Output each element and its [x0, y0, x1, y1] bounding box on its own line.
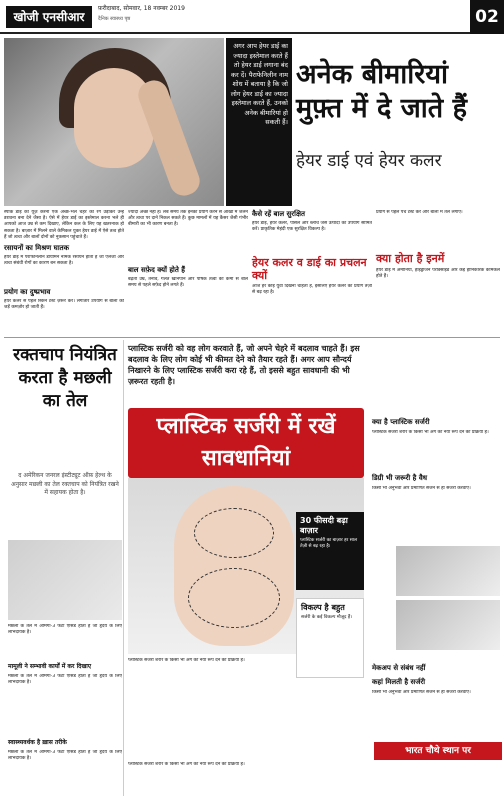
article-sub-heading: कैसे रहें बाल सुरक्षित	[252, 210, 305, 218]
brand-logo: खोजी एनसीआर	[6, 6, 92, 28]
india-fourth-banner: भारत चौथे स्थान पर	[374, 742, 502, 760]
fish-oil-text2: मछली के तेल में ओमेगा-3 फैटी एसिड होता है जो हृदय के लिए लाभदायक है।	[8, 674, 122, 686]
right-text2: किसी भी अनुभवी और प्रमाणित सर्जन से ही सर्जरी करवाएं।	[372, 486, 471, 491]
right-sub-heading: डिग्री भी जरूरी है वैध	[372, 474, 428, 482]
article-col4-text: प्रयोग से पहले पैच टेस्ट करें और बालों में तेल लगाएं।	[376, 210, 463, 215]
fish-oil-text: मछली के तेल में ओमेगा-3 फैटी एसिड होता है जो हृदय के लिए लाभदायक है।	[8, 624, 122, 636]
article-col2-text2: बढ़ती उम्र, तनाव, गलत खानपान और पोषक तत्वों की कमी से बाल समय से पहले सफ़ेद होने लगते हैं।	[128, 277, 248, 289]
fish-oil-text3: मछली के तेल में ओमेगा-3 फैटी एसिड होता है जो हृदय के लिए लाभदायक है।	[8, 750, 122, 762]
photo	[396, 600, 500, 650]
fish-oil-sub1: मामूली ने सम्भावी कार्यों में कर दिखाए	[8, 663, 92, 670]
red-subheading: क्या होता है इनमें	[376, 252, 445, 265]
article-col1-text3: हेयर कलर से पहले स्किन टेस्ट ज़रूर करें। लगातार उपयोग से बालों की जड़ें कमज़ोर हो जाती हैं।	[4, 299, 124, 311]
article-col3-text: हेयर डाई, हेयर कलर, पेंसिल और ब्लीच जैसे उत्पादों का उपयोग सीमित करें। प्राकृतिक मेहंदी एक सुरक्षित विकल्प है।	[252, 221, 372, 233]
callout-market-text: प्लास्टिक सर्जरी का बाज़ार हर साल तेज़ी से बढ़ रहा है।	[300, 538, 358, 549]
surgery-body-text: प्लास्टिक सर्जरी शरीर के किसी भी अंग को नया रूप देने की प्रक्रिया है।	[128, 658, 245, 663]
right-text1: प्लास्टिक सर्जरी शरीर के किसी भी अंग को नया रूप देने की प्रक्रिया है।	[372, 430, 489, 435]
photo	[396, 546, 500, 596]
fish-oil-photo	[8, 540, 122, 620]
right-photos	[396, 546, 500, 654]
section-divider	[4, 337, 500, 338]
bottom-text: प्लास्टिक सर्जरी शरीर के किसी भी अंग को नया रूप देने की प्रक्रिया है।	[128, 762, 245, 767]
subline: दैनिक स्वास्थ्य पृष्ठ	[98, 16, 131, 22]
callout-options-title: विकल्प है बहुत	[301, 603, 345, 612]
fish-oil-box	[4, 340, 124, 796]
article-sub-heading: रसायनों का मिश्रण घातक	[4, 244, 69, 252]
article-col2-text: ज्यादा अच्छे नहीं हैं। लंबे समय तक इनका प्रयोग करने से आंखों में जलन और त्वचा पर दाने निकल सकते हैं। कुछ मामलों में यह कैंसर जैसी गंभीर बीमारी का भी कारण बनता है।	[128, 210, 248, 228]
article-col3-text2: आज हर कोई युवा दिखना चाहता है, इसलिए हेयर कलर का प्रयोग तेज़ी से बढ़ रहा है।	[252, 284, 372, 296]
article-sub-heading: बाल सफ़ेद क्यों होते हैं	[128, 266, 186, 274]
fish-oil-sub2: स्वास्थ्यवर्धक है ख़ास तरीके	[8, 739, 67, 746]
surgery-intro: प्लास्टिक सर्जरी को वह लोग करवाते हैं, जो अपने चेहरे में बदलाव चाहते हैं। इस बदलाव के लिए लोग कोई भी कीमत देने को तैयार रहते हैं। अगर आप सौन्दर्य निखारने के लिए प्लास्टिक सर्जरी करा रहे हैं, तो इससे बहुत सावधानी की भी ज़रूरत रहती है।	[128, 344, 360, 386]
article-col1-text2: हेयर डाई में पैराफेनिलीन डायमिन नामक रसायन होता है जो एलर्जी और त्वचा संबंधी रोगों का कारण बन सकता है।	[4, 255, 124, 267]
article-sub-heading: प्रयोग का दुष्प्रभाव	[4, 288, 51, 296]
callout-market	[296, 512, 364, 590]
red-subheading: हेयर कलर व डाई का प्रचलन क्यों	[252, 256, 367, 282]
hero-side-text: अगर आप हेयर डाई का ज्यादा इस्तेमाल करते हैं तो हेयर डाई लगाना बंद कर दें। पैराफेनिलीन नाम शोध में बताया है कि जो लोग हेयर डाई का ज्यादा इस्तेमाल करते हैं, उनको अनेक बीमारियां हो सकती हैं।	[226, 38, 292, 206]
right-sub-heading: क्या है प्लास्टिक सर्जरी	[372, 418, 430, 426]
article-col1-text: स्पोक डाई को यूज़ करना एक अच्छे-भले चेहरे का रंग उड़ाकर उन्हें डरावना बना देने जैसा है। ऐसे में हेयर डाई का इस्तेमाल करना भले ही आपको आज उम्र से कम दिखाए, लेकिन कल के लिए यह खतरनाक हो सकता है। बाज़ार में मिलने वाले केमिकल युक्त हेयर डाई में ऐसे तत्व होते हैं जो त्वचा और बालों दोनों को नुकसान पहुंचाते हैं।	[4, 210, 124, 240]
callout-options-text: सर्जरी के कई विकल्प मौजूद हैं।	[301, 615, 352, 620]
callout-market-title: 30 फीसदी बढ़ा बाज़ार	[300, 516, 348, 535]
sub-headline: हेयर डाई एवं हेयर कलर	[296, 151, 442, 171]
hero-photo	[4, 38, 224, 206]
right-text3: किसी भी अनुभवी और प्रमाणित सर्जन से ही सर्जरी करवाएं।	[372, 690, 471, 695]
fish-oil-quote: द अमेरिकन जनरल इंस्टीट्यूट ऑफ़ हेल्थ के अनुसार मछली का तेल रक्तचाप को नियंत्रित रखने में सहायक होता है।	[11, 472, 119, 496]
dateline: फ़रीदाबाद, सोमवार, 18 नवम्बर 2019	[98, 5, 185, 12]
surgery-title: प्लास्टिक सर्जरी में रखें सावधानियां	[128, 408, 364, 478]
masthead	[0, 0, 504, 34]
right-sub-heading: मेकअप से संबंध नहीं	[372, 664, 426, 672]
right-sub-heading: कहां मिलती है सर्जरी	[372, 678, 426, 686]
article-col4-text2: हेयर डाई में अमोनिया, हाइड्रोजन पेरोक्साइड और कई हानिकारक केमिकल होते हैं।	[376, 268, 500, 280]
fish-oil-title: रक्तचाप नियंत्रित करता है मछली का तेल	[13, 345, 117, 411]
page-number: 02	[470, 0, 504, 34]
main-headline: अनेक बीमारियां मुफ़्त में दे जाते हैं	[296, 59, 467, 124]
